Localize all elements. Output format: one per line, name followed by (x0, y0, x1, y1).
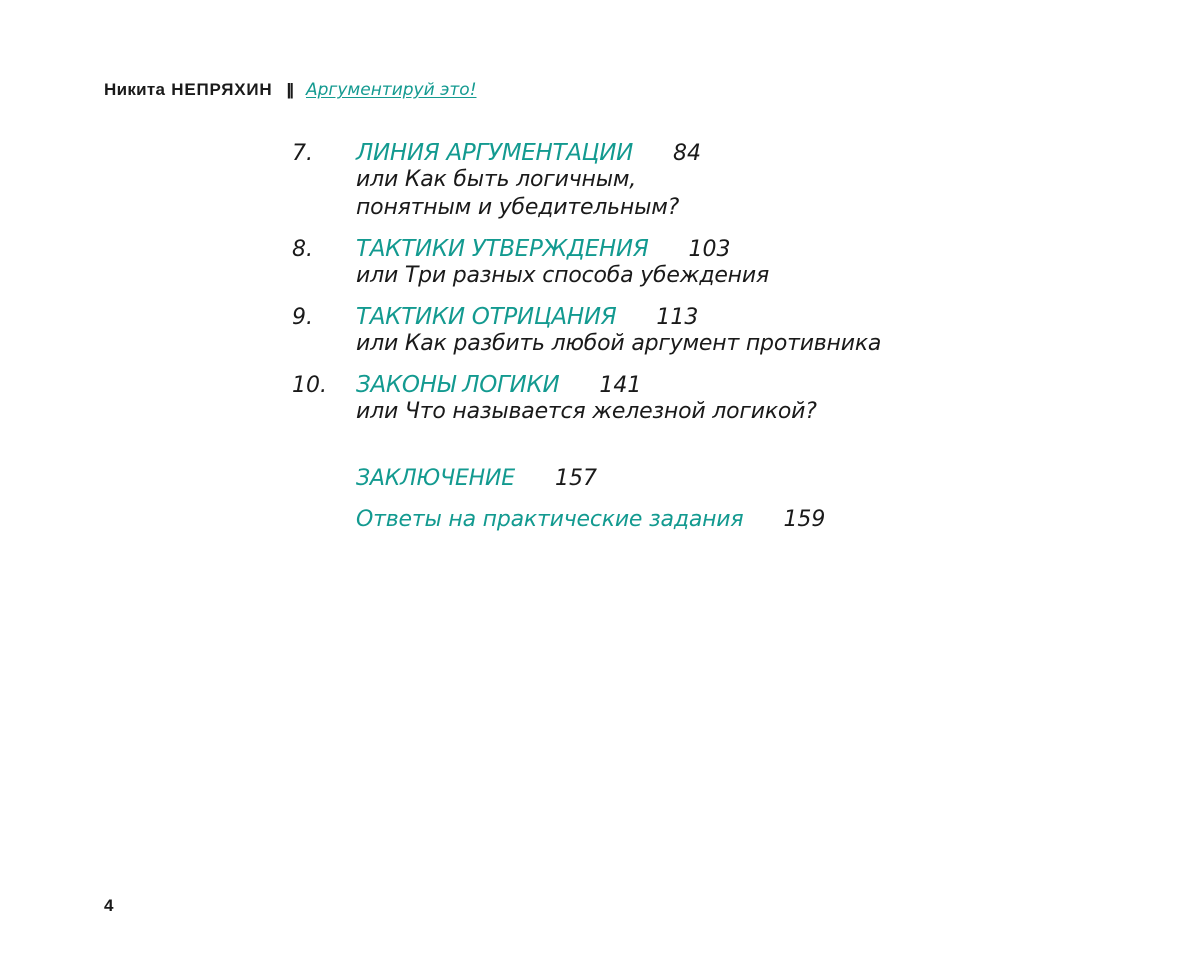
chapter-number: 7. (292, 141, 313, 166)
toc-entry-row (356, 507, 1152, 532)
section-title[interactable]: Ответы на практические задания (356, 507, 744, 532)
section-spacer (292, 440, 1152, 466)
chapter-title[interactable]: ЗАКОНЫ ЛОГИКИ (356, 372, 560, 398)
toc-entry-conclusion[interactable] (292, 466, 1152, 491)
page-number: 157 (554, 466, 597, 491)
chapter-number: 10. (292, 373, 327, 398)
running-header (104, 80, 477, 100)
toc-entry-row (356, 466, 1152, 491)
page-number-footer: 4 (104, 896, 114, 915)
table-of-contents (292, 140, 1152, 548)
chapter-subtitle-line: или Три разных способа убеждения (356, 263, 769, 288)
book-title-link[interactable]: Аргументируй это! (306, 80, 477, 100)
toc-entry-chapter-7[interactable] (292, 140, 1152, 222)
chapter-title[interactable]: ЛИНИЯ АРГУМЕНТАЦИИ (356, 140, 634, 166)
chapter-title[interactable]: ТАКТИКИ УТВЕРЖДЕНИЯ (356, 236, 649, 262)
header-separator: || (286, 80, 292, 99)
toc-entry-row (292, 236, 1152, 262)
section-title[interactable]: ЗАКЛЮЧЕНИЕ (356, 466, 515, 491)
chapter-subtitle-line: понятным и убедительным? (356, 195, 680, 220)
toc-entry-row (292, 140, 1152, 166)
chapter-title[interactable]: ТАКТИКИ ОТРИЦАНИЯ (356, 304, 617, 330)
page-number: 141 (599, 373, 642, 398)
toc-entry-answers[interactable] (292, 507, 1152, 532)
page-number: 103 (688, 237, 731, 262)
author-last-name: НЕПРЯХИН (171, 80, 273, 99)
toc-entry-chapter-9[interactable] (292, 304, 1152, 358)
chapter-subtitle-line: или Как быть логичным, (356, 167, 637, 192)
chapter-subtitle-line: или Как разбить любой аргумент противника (356, 331, 882, 356)
toc-entry-chapter-10[interactable] (292, 372, 1152, 426)
toc-entry-chapter-8[interactable] (292, 236, 1152, 290)
chapter-subtitle-line: или Что называется железной логикой? (356, 399, 817, 424)
toc-entry-row (292, 372, 1152, 398)
page-number: 84 (673, 141, 702, 166)
toc-entry-row (292, 304, 1152, 330)
page-number: 113 (656, 305, 699, 330)
chapter-number: 8. (292, 237, 313, 262)
chapter-number: 9. (292, 305, 313, 330)
author-first-name: Никита (104, 80, 166, 99)
page-number: 159 (783, 507, 826, 532)
